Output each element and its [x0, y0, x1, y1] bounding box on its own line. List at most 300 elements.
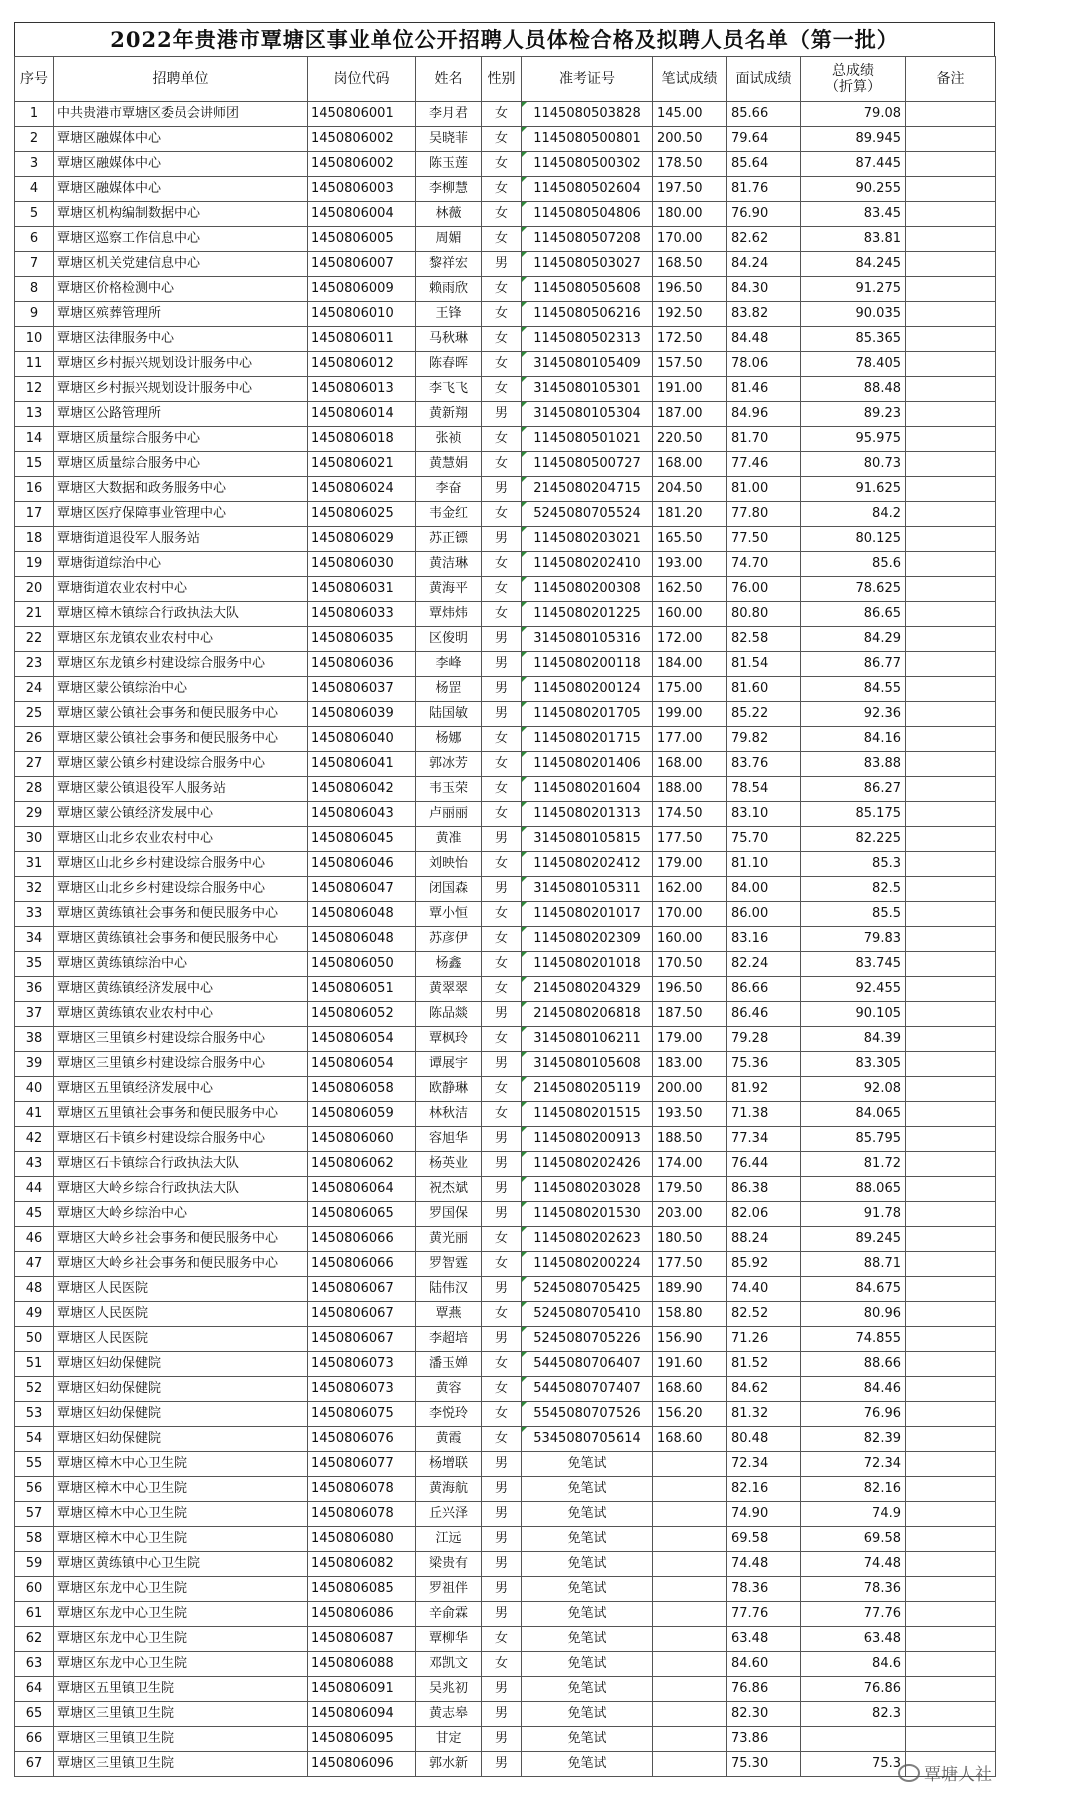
cell-exam-number: 1145080203021 — [522, 527, 653, 552]
cell-post-code: 1450806066 — [308, 1227, 416, 1252]
cell-total-score: 86.65 — [801, 602, 906, 627]
cell-gender: 女 — [482, 177, 522, 202]
cell-exam-number: 1145080505608 — [522, 277, 653, 302]
cell-interview-score: 84.24 — [727, 252, 801, 277]
cell-seq: 59 — [15, 1552, 54, 1577]
cell-remarks — [906, 1152, 996, 1177]
cell-interview-score: 63.48 — [727, 1627, 801, 1652]
cell-gender: 男 — [482, 1277, 522, 1302]
cell-name: 梁贵有 — [416, 1552, 482, 1577]
cell-exam-number: 1145080504806 — [522, 202, 653, 227]
cell-post-code: 1450806014 — [308, 402, 416, 427]
cell-name: 黄霞 — [416, 1427, 482, 1452]
cell-interview-score: 85.22 — [727, 702, 801, 727]
cell-written-score: 200.50 — [653, 127, 727, 152]
cell-post-code: 1450806043 — [308, 802, 416, 827]
cell-written-score: 160.00 — [653, 602, 727, 627]
cell-unit: 覃塘区质量综合服务中心 — [54, 427, 308, 452]
cell-seq: 11 — [15, 352, 54, 377]
cell-gender: 女 — [482, 1352, 522, 1377]
cell-total-score: 90.255 — [801, 177, 906, 202]
cell-unit: 覃塘区东龙中心卫生院 — [54, 1602, 308, 1627]
cell-post-code: 1450806050 — [308, 952, 416, 977]
cell-interview-score: 81.76 — [727, 177, 801, 202]
cell-seq: 38 — [15, 1027, 54, 1052]
cell-name: 杨增联 — [416, 1452, 482, 1477]
cell-name: 李悦玲 — [416, 1402, 482, 1427]
cell-exam-number: 5245080705226 — [522, 1327, 653, 1352]
cell-unit: 覃塘区蒙公镇社会事务和便民服务中心 — [54, 702, 308, 727]
cell-total-score: 88.71 — [801, 1252, 906, 1277]
cell-total-score: 77.76 — [801, 1602, 906, 1627]
cell-name: 李奋 — [416, 477, 482, 502]
cell-written-score — [653, 1552, 727, 1577]
cell-remarks — [906, 1677, 996, 1702]
cell-seq: 12 — [15, 377, 54, 402]
cell-total-score: 84.46 — [801, 1377, 906, 1402]
cell-interview-score: 76.86 — [727, 1677, 801, 1702]
cell-unit: 覃塘区蒙公镇社会事务和便民服务中心 — [54, 727, 308, 752]
cell-unit: 覃塘区樟木中心卫生院 — [54, 1502, 308, 1527]
cell-remarks — [906, 752, 996, 777]
cell-remarks — [906, 527, 996, 552]
cell-unit: 覃塘区蒙公镇退役军人服务站 — [54, 777, 308, 802]
cell-written-score: 172.50 — [653, 327, 727, 352]
cell-exam-number: 5445080706407 — [522, 1352, 653, 1377]
cell-unit: 覃塘区蒙公镇乡村建设综合服务中心 — [54, 752, 308, 777]
cell-written-score: 199.00 — [653, 702, 727, 727]
cell-written-score — [653, 1702, 727, 1727]
cell-remarks — [906, 1602, 996, 1627]
cell-remarks — [906, 627, 996, 652]
cell-gender: 女 — [482, 427, 522, 452]
cell-total-score: 85.5 — [801, 902, 906, 927]
cell-gender: 男 — [482, 652, 522, 677]
cell-seq: 35 — [15, 952, 54, 977]
cell-gender: 女 — [482, 752, 522, 777]
cell-total-score: 88.48 — [801, 377, 906, 402]
cell-written-score — [653, 1477, 727, 1502]
cell-interview-score: 77.50 — [727, 527, 801, 552]
cell-written-score: 177.50 — [653, 1252, 727, 1277]
table-row — [15, 752, 996, 777]
cell-remarks — [906, 777, 996, 802]
cell-interview-score: 73.86 — [727, 1727, 801, 1752]
cell-exam-number: 1145080202309 — [522, 927, 653, 952]
cell-remarks — [906, 1202, 996, 1227]
cell-seq: 51 — [15, 1352, 54, 1377]
cell-remarks — [906, 277, 996, 302]
cell-written-score: 168.50 — [653, 252, 727, 277]
cell-remarks — [906, 952, 996, 977]
cell-exam-number: 2145080206818 — [522, 1002, 653, 1027]
table-row — [15, 452, 996, 477]
cell-gender: 女 — [482, 1402, 522, 1427]
cell-gender: 女 — [482, 952, 522, 977]
cell-exam-number: 1145080502313 — [522, 327, 653, 352]
cell-post-code: 1450806001 — [308, 102, 416, 127]
cell-written-score: 192.50 — [653, 302, 727, 327]
cell-unit: 中共贵港市覃塘区委员会讲师团 — [54, 102, 308, 127]
cell-name: 覃燕 — [416, 1302, 482, 1327]
cell-seq: 25 — [15, 702, 54, 727]
watermark-text: 覃塘人社 — [924, 1765, 992, 1785]
table-row — [15, 1427, 996, 1452]
cell-unit: 覃塘区妇幼保健院 — [54, 1352, 308, 1377]
cell-seq: 6 — [15, 227, 54, 252]
cell-name: 邓凯文 — [416, 1652, 482, 1677]
table-row — [15, 1402, 996, 1427]
table-row — [15, 527, 996, 552]
cell-exam-number: 2145080205119 — [522, 1077, 653, 1102]
cell-written-score: 157.50 — [653, 352, 727, 377]
cell-written-score: 156.20 — [653, 1402, 727, 1427]
cell-exam-number: 1145080500727 — [522, 452, 653, 477]
cell-interview-score: 82.58 — [727, 627, 801, 652]
cell-gender: 女 — [482, 502, 522, 527]
cell-unit: 覃塘区机构编制数据中心 — [54, 202, 308, 227]
cell-exam-number: 5245080705410 — [522, 1302, 653, 1327]
cell-written-score: 174.50 — [653, 802, 727, 827]
cell-unit: 覃塘区大岭乡综合行政执法大队 — [54, 1177, 308, 1202]
cell-written-score: 168.00 — [653, 452, 727, 477]
cell-remarks — [906, 477, 996, 502]
cell-name: 谭展宇 — [416, 1052, 482, 1077]
cell-interview-score: 82.16 — [727, 1477, 801, 1502]
cell-written-score: 168.00 — [653, 752, 727, 777]
cell-unit: 覃塘区黄练镇综治中心 — [54, 952, 308, 977]
cell-written-score: 179.00 — [653, 1027, 727, 1052]
cell-exam-number: 1145080202426 — [522, 1152, 653, 1177]
cell-gender: 男 — [482, 1127, 522, 1152]
cell-exam-number: 1145080201018 — [522, 952, 653, 977]
cell-interview-score: 86.46 — [727, 1002, 801, 1027]
cell-exam-number: 3145080105311 — [522, 877, 653, 902]
cell-remarks — [906, 1552, 996, 1577]
watermark — [898, 1760, 992, 1785]
table-row — [15, 102, 996, 127]
cell-unit: 覃塘区三里镇卫生院 — [54, 1727, 308, 1752]
cell-total-score: 84.39 — [801, 1027, 906, 1052]
cell-gender: 男 — [482, 1677, 522, 1702]
document-sheet — [14, 22, 995, 1777]
cell-post-code: 1450806085 — [308, 1577, 416, 1602]
cell-name: 吴兆初 — [416, 1677, 482, 1702]
cell-exam-number: 免笔试 — [522, 1702, 653, 1727]
cell-name: 陈玉莲 — [416, 152, 482, 177]
cell-seq: 16 — [15, 477, 54, 502]
cell-written-score: 183.00 — [653, 1052, 727, 1077]
cell-name: 黎祥宏 — [416, 252, 482, 277]
cell-name: 容旭华 — [416, 1127, 482, 1152]
cell-interview-score: 84.60 — [727, 1652, 801, 1677]
cell-total-score: 84.29 — [801, 627, 906, 652]
cell-remarks — [906, 1377, 996, 1402]
document-title: 2022年贵港市覃塘区事业单位公开招聘人员体检合格及拟聘人员名单（第一批） — [14, 22, 995, 56]
cell-exam-number: 免笔试 — [522, 1727, 653, 1752]
cell-name: 罗国保 — [416, 1202, 482, 1227]
cell-exam-number: 1145080503828 — [522, 102, 653, 127]
cell-remarks — [906, 552, 996, 577]
cell-name: 黄慧娟 — [416, 452, 482, 477]
cell-total-score: 82.3 — [801, 1702, 906, 1727]
cell-name: 李月君 — [416, 102, 482, 127]
cell-seq: 29 — [15, 802, 54, 827]
cell-gender: 女 — [482, 102, 522, 127]
cell-seq: 46 — [15, 1227, 54, 1252]
cell-name: 潘玉婵 — [416, 1352, 482, 1377]
cell-seq: 43 — [15, 1152, 54, 1177]
cell-written-score: 178.50 — [653, 152, 727, 177]
cell-seq: 45 — [15, 1202, 54, 1227]
cell-interview-score: 86.66 — [727, 977, 801, 1002]
cell-remarks — [906, 1652, 996, 1677]
table-row — [15, 227, 996, 252]
cell-post-code: 1450806067 — [308, 1302, 416, 1327]
cell-name: 祝杰斌 — [416, 1177, 482, 1202]
cell-exam-number: 1145080200913 — [522, 1127, 653, 1152]
header-unit: 招聘单位 — [54, 57, 308, 102]
cell-name: 赖雨欣 — [416, 277, 482, 302]
cell-gender: 男 — [482, 1702, 522, 1727]
cell-post-code: 1450806086 — [308, 1602, 416, 1627]
cell-total-score: 86.77 — [801, 652, 906, 677]
table-row — [15, 1527, 996, 1552]
cell-seq: 26 — [15, 727, 54, 752]
cell-remarks — [906, 702, 996, 727]
cell-seq: 19 — [15, 552, 54, 577]
cell-post-code: 1450806030 — [308, 552, 416, 577]
cell-post-code: 1450806039 — [308, 702, 416, 727]
cell-interview-score: 85.64 — [727, 152, 801, 177]
cell-gender: 女 — [482, 277, 522, 302]
table-row — [15, 252, 996, 277]
cell-gender: 女 — [482, 227, 522, 252]
cell-gender: 男 — [482, 1177, 522, 1202]
cell-gender: 男 — [482, 1527, 522, 1552]
cell-interview-score: 84.30 — [727, 277, 801, 302]
cell-interview-score: 74.40 — [727, 1277, 801, 1302]
cell-name: 黄海平 — [416, 577, 482, 602]
cell-unit: 覃塘区樟木镇综合行政执法大队 — [54, 602, 308, 627]
cell-remarks — [906, 977, 996, 1002]
cell-name: 李峰 — [416, 652, 482, 677]
cell-exam-number: 1145080500302 — [522, 152, 653, 177]
cell-name: 辛俞霖 — [416, 1602, 482, 1627]
cell-unit: 覃塘街道综治中心 — [54, 552, 308, 577]
cell-remarks — [906, 677, 996, 702]
cell-post-code: 1450806040 — [308, 727, 416, 752]
cell-post-code: 1450806007 — [308, 252, 416, 277]
cell-interview-score: 74.70 — [727, 552, 801, 577]
cell-gender: 女 — [482, 377, 522, 402]
cell-interview-score: 72.34 — [727, 1452, 801, 1477]
candidate-table — [14, 56, 996, 1777]
cell-post-code: 1450806062 — [308, 1152, 416, 1177]
cell-remarks — [906, 302, 996, 327]
cell-post-code: 1450806095 — [308, 1727, 416, 1752]
cell-remarks — [906, 1627, 996, 1652]
cell-interview-score: 83.76 — [727, 752, 801, 777]
cell-seq: 31 — [15, 852, 54, 877]
cell-unit: 覃塘区黄练镇社会事务和便民服务中心 — [54, 927, 308, 952]
cell-gender: 男 — [482, 1577, 522, 1602]
cell-gender: 男 — [482, 1052, 522, 1077]
cell-exam-number: 5345080705614 — [522, 1427, 653, 1452]
cell-interview-score: 83.16 — [727, 927, 801, 952]
cell-unit: 覃塘区樟木中心卫生院 — [54, 1452, 308, 1477]
cell-written-score: 158.80 — [653, 1302, 727, 1327]
cell-written-score: 177.00 — [653, 727, 727, 752]
cell-unit: 覃塘区石卡镇乡村建设综合服务中心 — [54, 1127, 308, 1152]
cell-remarks — [906, 1002, 996, 1027]
cell-exam-number: 3145080105815 — [522, 827, 653, 852]
cell-gender: 男 — [482, 1327, 522, 1352]
cell-name: 覃小恒 — [416, 902, 482, 927]
table-row — [15, 1377, 996, 1402]
cell-seq: 55 — [15, 1452, 54, 1477]
table-row — [15, 1177, 996, 1202]
cell-exam-number: 1145080502604 — [522, 177, 653, 202]
cell-remarks — [906, 1027, 996, 1052]
cell-unit: 覃塘区大岭乡综治中心 — [54, 1202, 308, 1227]
table-row — [15, 402, 996, 427]
cell-unit: 覃塘街道退役军人服务站 — [54, 527, 308, 552]
cell-seq: 1 — [15, 102, 54, 127]
cell-interview-score: 85.66 — [727, 102, 801, 127]
cell-total-score: 83.745 — [801, 952, 906, 977]
cell-post-code: 1450806046 — [308, 852, 416, 877]
cell-post-code: 1450806077 — [308, 1452, 416, 1477]
table-row — [15, 152, 996, 177]
cell-post-code: 1450806042 — [308, 777, 416, 802]
cell-post-code: 1450806002 — [308, 127, 416, 152]
cell-name: 覃炜炜 — [416, 602, 482, 627]
cell-total-score: 91.275 — [801, 277, 906, 302]
cell-post-code: 1450806054 — [308, 1052, 416, 1077]
cell-gender: 男 — [482, 1552, 522, 1577]
table-row — [15, 1477, 996, 1502]
cell-gender: 男 — [482, 877, 522, 902]
cell-interview-score: 81.70 — [727, 427, 801, 452]
cell-seq: 5 — [15, 202, 54, 227]
cell-name: 罗祖伴 — [416, 1577, 482, 1602]
cell-total-score: 80.73 — [801, 452, 906, 477]
cell-unit: 覃塘区大岭乡社会事务和便民服务中心 — [54, 1227, 308, 1252]
table-row — [15, 1152, 996, 1177]
cell-seq: 40 — [15, 1077, 54, 1102]
cell-seq: 44 — [15, 1177, 54, 1202]
cell-gender: 女 — [482, 127, 522, 152]
cell-interview-score: 76.00 — [727, 577, 801, 602]
cell-written-score: 191.00 — [653, 377, 727, 402]
cell-exam-number: 2145080204329 — [522, 977, 653, 1002]
cell-total-score: 76.96 — [801, 1402, 906, 1427]
table-row — [15, 627, 996, 652]
cell-name: 韦金红 — [416, 502, 482, 527]
cell-remarks — [906, 152, 996, 177]
cell-seq: 8 — [15, 277, 54, 302]
cell-interview-score: 85.92 — [727, 1252, 801, 1277]
cell-total-score: 85.795 — [801, 1127, 906, 1152]
cell-interview-score: 88.24 — [727, 1227, 801, 1252]
cell-name: 杨英业 — [416, 1152, 482, 1177]
table-row — [15, 1727, 996, 1752]
cell-unit: 覃塘区乡村振兴规划设计服务中心 — [54, 352, 308, 377]
cell-written-score — [653, 1502, 727, 1527]
header-row — [15, 57, 996, 102]
cell-exam-number: 1145080201406 — [522, 752, 653, 777]
cell-written-score: 220.50 — [653, 427, 727, 452]
cell-seq: 62 — [15, 1627, 54, 1652]
cell-interview-score: 82.24 — [727, 952, 801, 977]
cell-name: 区俊明 — [416, 627, 482, 652]
table-row — [15, 802, 996, 827]
cell-unit: 覃塘区五里镇社会事务和便民服务中心 — [54, 1102, 308, 1127]
cell-seq: 49 — [15, 1302, 54, 1327]
cell-post-code: 1450806087 — [308, 1627, 416, 1652]
header-exam-number: 准考证号 — [522, 57, 653, 102]
cell-post-code: 1450806067 — [308, 1327, 416, 1352]
cell-total-score: 90.035 — [801, 302, 906, 327]
cell-remarks — [906, 502, 996, 527]
cell-gender: 女 — [482, 927, 522, 952]
cell-total-score: 85.175 — [801, 802, 906, 827]
cell-unit: 覃塘区山北乡乡村建设综合服务中心 — [54, 852, 308, 877]
cell-unit: 覃塘区黄练镇社会事务和便民服务中心 — [54, 902, 308, 927]
cell-post-code: 1450806003 — [308, 177, 416, 202]
cell-interview-score: 75.36 — [727, 1052, 801, 1077]
cell-total-score: 85.365 — [801, 327, 906, 352]
cell-unit: 覃塘区山北乡农业农村中心 — [54, 827, 308, 852]
cell-unit: 覃塘区蒙公镇综治中心 — [54, 677, 308, 702]
cell-name: 黄新翔 — [416, 402, 482, 427]
header-seq: 序号 — [15, 57, 54, 102]
cell-name: 闭国森 — [416, 877, 482, 902]
cell-remarks — [906, 1227, 996, 1252]
cell-seq: 47 — [15, 1252, 54, 1277]
cell-post-code: 1450806009 — [308, 277, 416, 302]
cell-interview-score: 81.10 — [727, 852, 801, 877]
cell-total-score: 80.125 — [801, 527, 906, 552]
cell-gender: 女 — [482, 327, 522, 352]
cell-name: 丘兴泽 — [416, 1502, 482, 1527]
cell-gender: 女 — [482, 977, 522, 1002]
cell-gender: 女 — [482, 902, 522, 927]
table-row — [15, 602, 996, 627]
cell-interview-score: 79.64 — [727, 127, 801, 152]
cell-interview-score: 77.46 — [727, 452, 801, 477]
cell-written-score: 179.00 — [653, 852, 727, 877]
cell-post-code: 1450806035 — [308, 627, 416, 652]
cell-post-code: 1450806033 — [308, 602, 416, 627]
cell-written-score: 172.00 — [653, 627, 727, 652]
cell-post-code: 1450806054 — [308, 1027, 416, 1052]
cell-post-code: 1450806091 — [308, 1677, 416, 1702]
cell-seq: 34 — [15, 927, 54, 952]
cell-total-score: 81.72 — [801, 1152, 906, 1177]
header-post-code: 岗位代码 — [308, 57, 416, 102]
cell-exam-number: 5445080707407 — [522, 1377, 653, 1402]
cell-gender: 男 — [482, 702, 522, 727]
cell-name: 周媚 — [416, 227, 482, 252]
table-row — [15, 202, 996, 227]
header-remarks: 备注 — [906, 57, 996, 102]
cell-gender: 男 — [482, 527, 522, 552]
cell-remarks — [906, 927, 996, 952]
table-row — [15, 352, 996, 377]
cell-remarks — [906, 1427, 996, 1452]
